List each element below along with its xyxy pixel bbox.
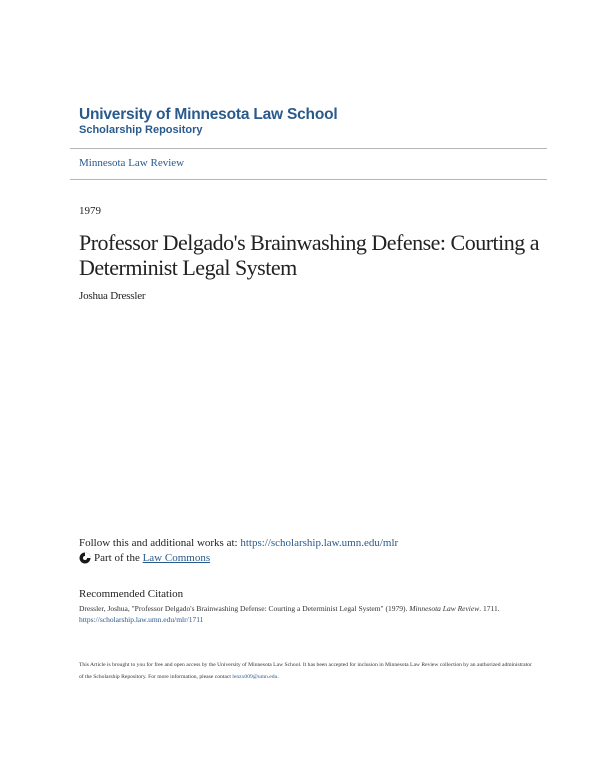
citation-journal: Minnesota Law Review [409,604,480,613]
divider-bottom [70,179,547,180]
digital-commons-network-icon [79,552,91,564]
follow-line [79,537,398,549]
access-note-end: . [277,673,279,680]
access-note [79,660,534,683]
law-commons-link[interactable]: Law Commons [142,552,211,564]
recommended-citation-heading: Recommended Citation [79,588,184,600]
repository-url-link[interactable]: https://scholarship.law.umn.edu/mlr [240,537,399,549]
publication-year: 1979 [79,205,101,217]
author-name: Joshua Dressler [79,290,146,302]
follow-label: Follow this and additional works at: [79,537,238,549]
access-note-text: This Article is brought to you for free and open access by the University of Minnesota Law School. It has been accepted for inclusion in Minnesota Law Review collection by an authorized administrator of the Scholarship Repository. For more information, please contact [79,662,532,680]
citation-volume: . 1711. [479,604,500,613]
journal-link[interactable]: Minnesota Law Review [79,157,185,169]
part-of-label: Part of the [94,552,140,564]
citation-text [79,603,524,625]
part-of-line [79,552,210,564]
contact-email-link[interactable]: lenzx009@umn.edu [232,673,278,680]
repository-name[interactable]: Scholarship Repository [79,124,203,136]
citation-body: Dressler, Joshua, "Professor Delgado's Brainwashing Defense: Courting a Determinist Legal System" (1979). [79,604,408,613]
article-title: Professor Delgado's Brainwashing Defense: Courting a Determinist Legal System [79,230,540,280]
institution-name[interactable]: University of Minnesota Law School [79,106,338,123]
divider-top [70,148,547,149]
citation-url-link[interactable]: https://scholarship.law.umn.edu/mlr/1711 [79,615,204,624]
